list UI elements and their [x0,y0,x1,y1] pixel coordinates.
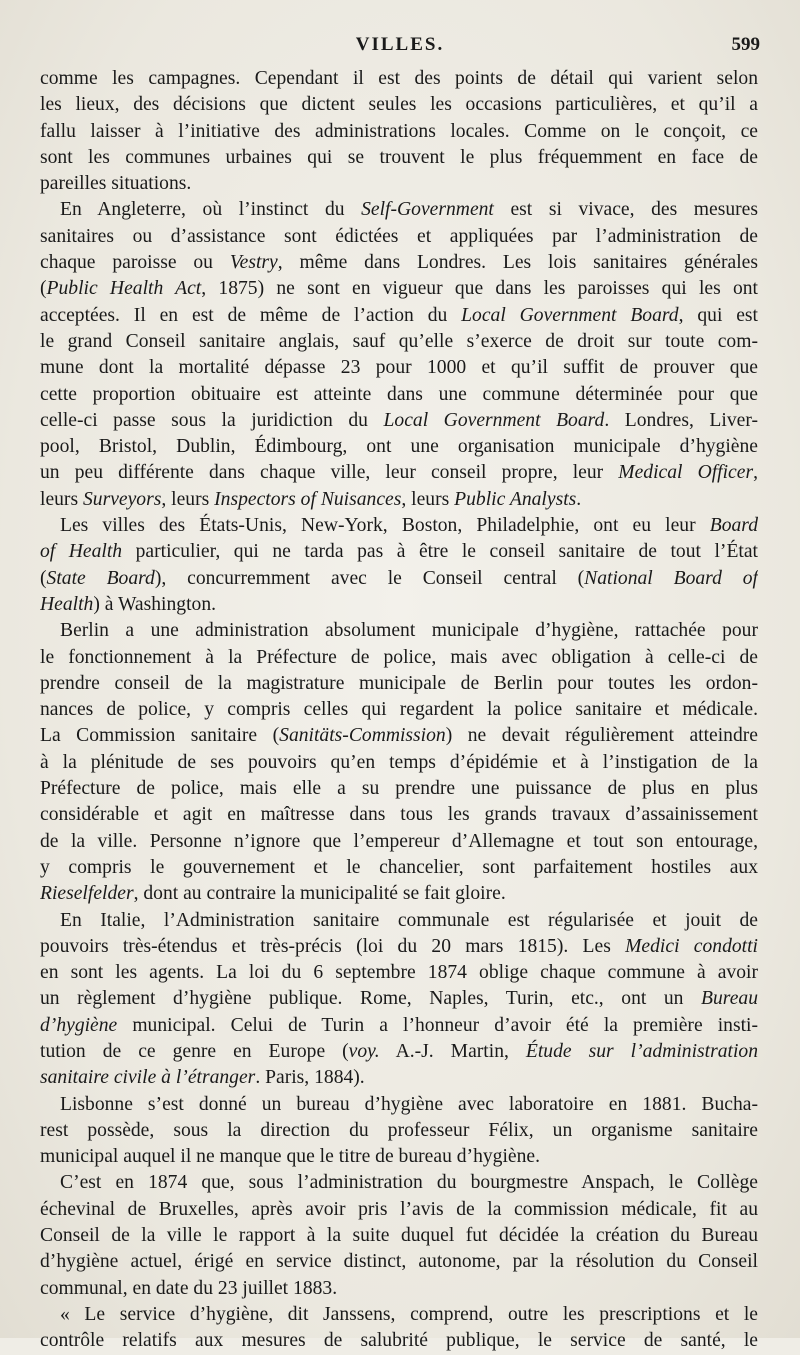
text-run: cette proportion obituaire est atteinte dans une commune déterminée pour que [40,383,758,405]
text-run: d’hygiène actuel, érigé en service distinct, autonome, par la résolution du Conseil [40,1251,758,1273]
text-run: acceptées. Il en est de même de l’action du [40,304,462,326]
text-line [40,250,758,276]
text-run: contrôle relatifs aux mesures de salubrité publique, le service de santé, le [40,1330,758,1352]
text-run: les lieux, des décisions que dictent seules les occasions particulières, et qu’il a [40,94,758,116]
text-run: C’est en 1874 que, sous l’administration du bourgmestre Anspach, le Collège [60,1172,758,1194]
text-line [40,1092,758,1118]
text-run: , leurs [401,488,455,510]
page-number: 599 [731,34,760,55]
italic-term: Local Government Board [461,304,679,326]
text-line [40,434,758,460]
text-line [40,671,758,697]
text-run: ), concurremment avec le Conseil central ( [154,567,585,589]
italic-term: Inspectors of Nuisances [214,488,402,510]
text-run: en sont les agents. La loi du 6 septembre 1874 oblige chaque commune à avoir [40,962,758,984]
italic-term: State Board [46,567,155,589]
text-line [40,566,758,592]
text-line [40,1039,758,1065]
text-run: tution de ce genre en Europe ( [40,1040,349,1062]
italic-term: Étude sur l’administration [525,1040,758,1062]
text-line [40,881,758,907]
text-run: municipal. Celui de Turin a l’honneur d’avoir été la première insti- [117,1014,758,1036]
text-run: mune dont la mortalité dépasse 23 pour 1000 et qu’il suffit de prouver que [40,357,758,379]
text-run: sont les communes urbaines qui se trouvent le plus fréquemment en face de [40,146,758,168]
text-line [40,1170,758,1196]
text-line [40,119,758,145]
text-line [40,697,758,723]
text-run: Conseil de la ville le rapport à la suite duquel fut décidée la création du Bureau [40,1225,758,1247]
text-run: de la ville. Personne n’ignore que l’empereur d’Allemagne et tout son entourage, [40,830,758,852]
text-line [40,1302,758,1328]
text-run: celle-ci passe sous la juridiction du [40,409,384,431]
italic-term: Local Government Board [383,409,605,431]
text-run: prendre conseil de la magistrature municipale de Berlin pour toutes les ordon- [40,672,758,694]
text-line [40,986,758,1012]
text-line [40,329,758,355]
text-line [40,145,758,171]
text-run: , leurs [161,488,215,510]
text-run: . [576,488,582,510]
running-title: VILLES. [355,34,445,55]
text-run: est si vivace, des mesures [493,199,758,221]
text-run: La Commission sanitaire ( [40,725,280,747]
italic-term: Board [709,515,758,537]
text-run: , dont au contraire la municipalité se fait gloire. [133,883,506,905]
text-run: chaque paroisse ou [40,252,230,274]
text-line [40,1144,758,1170]
text-line [40,460,758,486]
text-run: Lisbonne s’est donné un bureau d’hygiène avec laboratoire en 1881. Bucha- [60,1093,758,1115]
text-line [40,855,758,881]
text-line [40,276,758,302]
italic-term: Public Health Act [46,278,202,300]
text-line [40,1065,758,1091]
text-line [40,171,758,197]
text-run: le grand Conseil sanitaire anglais, sauf qu’elle s’exerce de droit sur toute com- [40,330,758,352]
text-line [40,1276,758,1302]
italic-term: Self-Government [361,199,494,221]
text-line [40,776,758,802]
italic-term: Medical Officer [618,462,754,484]
italic-term: Health [40,593,94,615]
text-line [40,382,758,408]
text-run: , qui est [678,304,758,326]
text-run: le fonctionnement à la Préfecture de police, mais avec obligation à celle-ci de [40,646,758,668]
text-run: A.-J. Martin, [379,1040,526,1062]
text-run: fallu laisser à l’initiative des administrations locales. Comme on le conçoit, ce [40,120,758,142]
text-line [40,1328,758,1354]
text-run: particulier, qui ne tarda pas à être le conseil sanitaire de tout l’État [122,541,758,563]
text-run: échevinal de Bruxelles, après avoir pris l’avis de la commission médicale, fit au [40,1198,758,1220]
text-line [40,66,758,92]
text-line [40,487,758,513]
text-run: un peu différente dans chaque ville, leur conseil propre, leur [40,462,619,484]
text-line [40,829,758,855]
text-line [40,1197,758,1223]
text-run: En Angleterre, où l’instinct du [60,199,362,221]
text-run: . Londres, Liver- [604,409,758,431]
text-line [40,224,758,250]
text-line [40,723,758,749]
text-run: rest possède, sous la direction du professeur Félix, un organisme sanitaire [40,1119,758,1141]
text-line [40,1118,758,1144]
italic-term: Rieselfelder [40,883,134,905]
italic-term: Surveyors [83,488,162,510]
text-run: pouvoirs très-étendus et très-précis (loi du 20 mars 1815). Les [40,935,626,957]
italic-term: Vestry [229,252,278,274]
text-line [40,1013,758,1039]
text-line [40,960,758,986]
text-run: communal, en date du 23 juillet 1883. [40,1277,338,1299]
text-line [40,1249,758,1275]
text-run: à la plénitude de ses pouvoirs qu’en temps d’épidémie et à l’instigation de la [40,751,758,773]
text-line [40,592,758,618]
text-run: , [753,462,758,484]
text-line [40,92,758,118]
text-line [40,908,758,934]
text-run: nances de police, y compris celles qui regardent la police sanitaire et médicale. [40,699,758,721]
italic-term: Sanitäts-Commission [279,725,446,747]
text-run: comme les campagnes. Cependant il est des points de détail qui varient selon [40,68,758,89]
text-line [40,618,758,644]
text-run: leurs [40,488,83,510]
text-line [40,355,758,381]
text-run: y compris le gouvernement et le chancelier, sont parfaitement hostiles aux [40,856,758,878]
text-line [40,197,758,223]
text-run: . Paris, 1884). [255,1067,365,1089]
text-line [40,802,758,828]
text-line [40,645,758,671]
page-header [40,34,760,60]
text-run: ) ne devait régulièrement atteindre [445,725,758,747]
text-line [40,1223,758,1249]
text-run: sanitaires ou d’assistance sont édictées et appliquées par l’administration de [40,225,758,247]
text-run: pareilles situations. [40,173,192,195]
text-run: considérable et agit en maîtresse dans tous les grands travaux d’assainissement [40,804,758,826]
text-line [40,513,758,539]
italic-term: sanitaire civile à l’étranger [40,1067,256,1089]
text-run: un règlement d’hygiène publique. Rome, Naples, Turin, etc., ont un [40,988,702,1010]
text-run: ( [40,278,47,300]
text-run: Berlin a une administration absolument municipale d’hygiène, rattachée pour [60,620,758,642]
text-run: , même dans Londres. Les lois sanitaires générales [277,252,758,274]
text-line [40,539,758,565]
text-run: En Italie, l’Administration sanitaire communale est régularisée et jouit de [60,909,758,931]
text-run: « Le service d’hygiène, dit Janssens, comprend, outre les prescriptions et le [60,1303,758,1325]
italic-term: Medici condotti [625,935,758,957]
text-line [40,750,758,776]
italic-term: National Board of [584,567,758,589]
text-line [40,303,758,329]
text-run: ( [40,567,47,589]
italic-term: d’hygiène [40,1014,118,1036]
text-run: ) à Washington. [93,593,217,615]
text-line [40,408,758,434]
text-run: municipal auquel il ne manque que le titre de bureau d’hygiène. [40,1146,541,1168]
italic-term: Public Analysts [454,488,577,510]
text-run: , 1875) ne sont en vigueur que dans les paroisses qui les ont [201,278,758,300]
text-run: pool, Bristol, Dublin, Édimbourg, ont une organisation municipale d’hygiène [40,436,758,458]
italic-term: Bureau [701,988,758,1010]
text-run: Préfecture de police, mais elle a su prendre une puissance de plus en plus [40,778,758,800]
italic-term: of Health [40,541,123,563]
text-line [40,934,758,960]
italic-term: voy. [348,1040,380,1062]
body-text [40,66,758,1355]
text-run: Les villes des États-Unis, New-York, Boston, Philadelphie, ont eu leur [60,515,710,537]
